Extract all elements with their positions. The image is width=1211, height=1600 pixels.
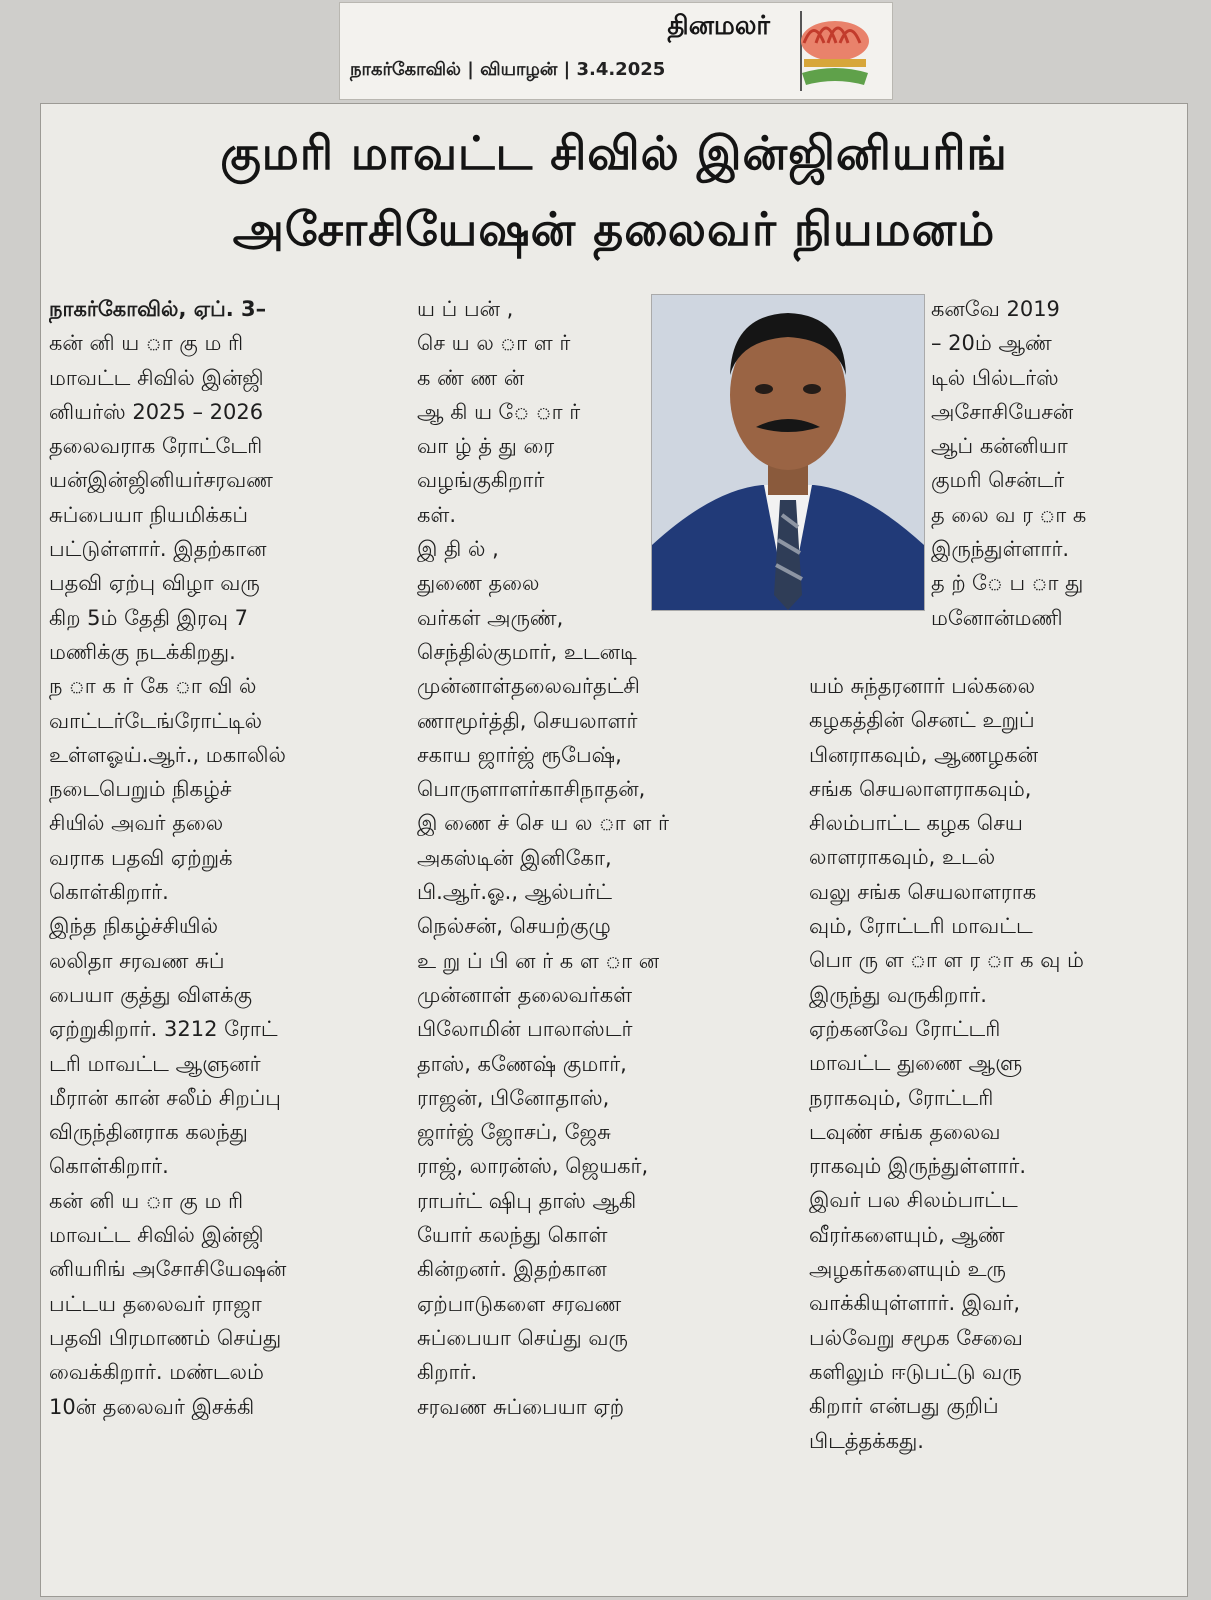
article-line: வலு சங்க செயலாளராக <box>809 879 1037 904</box>
article-line: கன் னி ய ா கு ம ரி <box>49 331 244 356</box>
article-line: பிடத்தக்கது. <box>809 1428 924 1453</box>
article-line: முன்னாள் தலைவர்கள் <box>417 982 633 1007</box>
article-line: வர்கள் அருண், <box>417 605 564 630</box>
article-line: ணாமூர்த்தி, செயலாளர் <box>417 708 638 733</box>
article-line: சங்க செயலாளராகவும், <box>809 776 1032 801</box>
article-line: ஆப் கன்னியா <box>931 434 1068 459</box>
article-line: கனவே 2019 <box>931 297 1060 321</box>
article-line: நாகர்கோவில், ஏப். 3– <box>49 297 267 321</box>
article-line: மணிக்கு நடக்கிறது. <box>49 639 236 664</box>
article-line: மனோன்மணி <box>931 605 1063 630</box>
article-line: பதவி பிரமாணம் செய்து <box>49 1325 282 1350</box>
article-column-3-top <box>931 292 1163 635</box>
article-line: கழகத்தின் செனட் உறுப் <box>809 708 1035 733</box>
article-line: வாட்டர்டேங்ரோட்டில் <box>49 708 263 733</box>
article-line: ராஜன், பினோதாஸ், <box>417 1085 610 1110</box>
article-line: கிறார் என்பது குறிப் <box>809 1394 999 1419</box>
article-column-1 <box>49 292 401 1424</box>
article-line: விருந்தினராக கலந்து <box>49 1120 248 1145</box>
article-line: இருந்து வருகிறார். <box>809 982 987 1007</box>
article-line: பொருளாளர்காசிநாதன், <box>417 777 646 802</box>
article-line: நராகவும், ரோட்டரி <box>809 1085 994 1110</box>
article-line: ராபர்ட் ஷிபு தாஸ் ஆகி <box>417 1188 637 1213</box>
article-line: லலிதா சரவண சுப் <box>49 948 225 973</box>
article-line: கொள்கிறார். <box>49 880 169 905</box>
article-line: மாவட்ட துணை ஆளு <box>809 1051 1023 1076</box>
article-line: மாவட்ட சிவில் இன்ஜி <box>49 1223 264 1248</box>
article-line: இருந்துள்ளார். <box>931 537 1070 562</box>
article-line: பல்வேறு சமூக சேவை <box>809 1325 1023 1350</box>
article-line: வீரர்களையும், ஆண் <box>809 1222 1005 1247</box>
article-line: ந ா க ர் கே ா வி ல் <box>49 674 257 699</box>
article-line: பினராகவும், ஆணழகன் <box>809 742 1039 767</box>
article-line: ராஜ், லாரன்ஸ், ஜெயகர், <box>417 1154 649 1179</box>
headline-line-1: குமரி மாவட்ட சிவில் இன்ஜினியரிங் <box>220 126 1008 180</box>
article-line: ஆ கி ய ே ா ர் <box>417 399 581 424</box>
article-line: கன் னி ய ா கு ம ரி <box>49 1188 244 1213</box>
article-line: டவுண் சங்க தலைவ <box>809 1119 1001 1144</box>
article-line: டரி மாவட்ட ஆளுனர் <box>49 1051 261 1076</box>
article-line: செ ய ல ா ள ர் <box>417 331 571 356</box>
article-line: இ தி ல் , <box>417 537 499 562</box>
article-line: தாஸ், கணேஷ் குமார், <box>417 1051 627 1076</box>
article-line: கள். <box>417 502 457 527</box>
article-line: யோர் கலந்து கொள் <box>417 1223 608 1248</box>
article-line: லாளராகவும், உடல் <box>809 845 996 870</box>
article-line: த லை வ ர ா க <box>931 502 1087 527</box>
article-line: ஜார்ஜ் ஜோசப், ஜேசு <box>417 1120 611 1145</box>
article-line: சுப்பையா செய்து வரு <box>417 1325 628 1350</box>
article-line: ஏற்பாடுகளை சரவண <box>417 1291 622 1316</box>
article-line: சிலம்பாட்ட கழக செய <box>809 811 1023 836</box>
article-line: கிறார். <box>417 1360 478 1385</box>
article-line: பிலோமின் பாலாஸ்டர் <box>417 1017 633 1042</box>
article-line: சரவண சுப்பையா ஏற் <box>417 1394 625 1419</box>
article-line: சுப்பையா நியமிக்கப் <box>49 502 249 527</box>
article-line: ஏற்கனவே ரோட்டரி <box>809 1016 1001 1041</box>
article-line: முன்னாள்தலைவர்தட்சி <box>417 674 640 699</box>
masthead <box>339 2 893 100</box>
article-column-2 <box>417 292 777 1424</box>
article-line: வராக பதவி ஏற்றுக் <box>49 845 233 870</box>
article-line: அழகர்களையும் உரு <box>809 1257 1006 1282</box>
article-line: இந்த நிகழ்ச்சியில் <box>49 914 219 939</box>
article-line: பொ ரு ள ா ள ர ா க வு ம் <box>809 948 1084 973</box>
article-line: ஏற்றுகிறார். 3212 ரோட் <box>49 1017 278 1042</box>
article-line: சகாய ஜார்ஜ் ரூபேஷ், <box>417 742 622 767</box>
article-line: னியரிங் அசோசியேஷன் <box>49 1257 287 1282</box>
article-line: உ று ப் பி ன ர் க ள ா ன <box>417 948 660 973</box>
article-line: யன்இன்ஜினியர்சரவண <box>49 468 273 493</box>
article-line: டில் பில்டர்ஸ் <box>931 365 1059 390</box>
article-column-3-bottom <box>809 669 1171 1458</box>
article-line: கிற 5ம் தேதி இரவு 7 <box>49 605 248 630</box>
article-line: கொள்கிறார். <box>49 1154 169 1179</box>
headline-line-2: அசோசியேஷன் தலைவர் நியமனம் <box>232 202 996 256</box>
article-line: வா ழ் த் து ரை <box>417 434 555 459</box>
article-line: துணை தலை <box>417 571 540 596</box>
article-line: குமரி சென்டர் <box>931 468 1065 493</box>
article-line: னியர்ஸ் 2025 – 2026 <box>49 399 264 424</box>
article-line: பதவி ஏற்பு விழா வரு <box>49 571 260 596</box>
article-line: – 20ம் ஆண் <box>931 331 1052 356</box>
article-line: சியில் அவர் தலை <box>49 811 224 836</box>
article-line: செந்தில்குமார், உடனடி <box>417 639 637 664</box>
article-line: வும், ரோட்டரி மாவட்ட <box>809 914 1033 939</box>
article-line: மீரான் கான் சலீம் சிறப்பு <box>49 1085 281 1110</box>
news-clipping <box>40 103 1188 1597</box>
article-line: பி.ஆர்.ஓ., ஆல்பர்ட் <box>417 880 612 905</box>
article-line: இவர் பல சிலம்பாட்ட <box>809 1188 1018 1213</box>
article-line: யம் சுந்தரனார் பல்கலை <box>809 674 1036 698</box>
article-line: உள்ளஓய்.ஆர்., மகாலில் <box>49 742 286 767</box>
article-line: நெல்சன், செயற்குழு <box>417 914 611 939</box>
article-line: கின்றனர். இதற்கான <box>417 1257 607 1282</box>
article-line: களிலும் ஈடுபட்டு வரு <box>809 1359 1022 1384</box>
article-line: வாக்கியுள்ளார். இவர், <box>809 1291 1021 1316</box>
lotus-logo-icon <box>794 13 876 93</box>
article-line: பட்டுள்ளார். இதற்கான <box>49 537 267 562</box>
article-line: ய ப் பன் , <box>417 297 514 321</box>
article-line: பையா குத்து விளக்கு <box>49 982 253 1007</box>
article-line: வைக்கிறார். மண்டலம் <box>49 1360 264 1385</box>
article-line: தலைவராக ரோட்டேரி <box>49 434 263 459</box>
article-line: இ ணை ச் செ ய ல ா ள ர் <box>417 811 669 836</box>
dateline: நாகர்கோவில் | வியாழன் | 3.4.2025 <box>350 59 666 80</box>
article-line: ராகவும் இருந்துள்ளார். <box>809 1154 1027 1179</box>
article-line: மாவட்ட சிவில் இன்ஜி <box>49 365 264 390</box>
article-line: 10ன் தலைவர் இசக்கி <box>49 1394 255 1419</box>
article-line: நடைபெறும் நிகழ்ச் <box>49 777 232 802</box>
article-line: அகஸ்டின் இனிகோ, <box>417 845 612 870</box>
article-line: அசோசியேசன் <box>931 399 1074 424</box>
article-line: பட்டய தலைவர் ராஜா <box>49 1291 262 1316</box>
newspaper-name: தினமலர் <box>667 11 770 41</box>
article-line: த ற் ே ப ா து <box>931 571 1084 596</box>
article-line: க ண் ண ன் <box>417 365 525 390</box>
article-line: வழங்குகிறார் <box>417 468 545 493</box>
